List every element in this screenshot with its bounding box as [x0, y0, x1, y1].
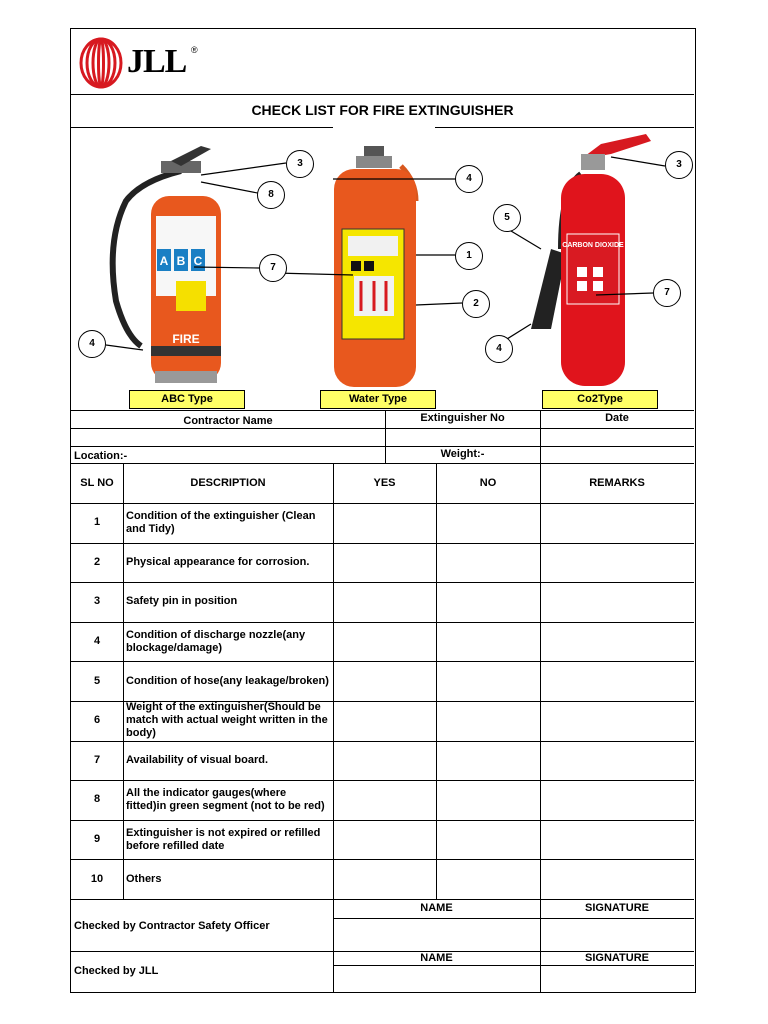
type-tag-water: Water Type [320, 390, 436, 409]
row-no-cell[interactable] [436, 701, 540, 741]
row-description: Extinguisher is not expired or refilled before refilled date [126, 826, 321, 852]
row-description: Weight of the extinguisher(Should be match with actual weight written in the body) [126, 701, 328, 740]
col-header-yes: YES [373, 476, 396, 489]
row-number: 2 [93, 555, 101, 568]
abc-letter-b: B [176, 254, 186, 268]
row-description: Condition of discharge nozzle(any blockage/damage) [126, 628, 306, 654]
row-remarks-cell[interactable] [540, 543, 694, 583]
callout-water-1: 1 [455, 242, 483, 270]
row-remarks-cell[interactable] [540, 503, 694, 543]
col-header-no: NO [479, 476, 497, 489]
location-label: Location:- [74, 449, 128, 462]
jll-signature-header: SIGNATURE [585, 951, 649, 964]
col-header-remarks: REMARKS [589, 476, 645, 489]
row-description: Physical appearance for corrosion. [126, 555, 310, 568]
abc-fire-label: FIRE [172, 332, 200, 346]
row-remarks-cell[interactable] [540, 859, 694, 899]
page-title: CHECK LIST FOR FIRE EXTINGUISHER [251, 102, 514, 118]
callout-co2-5: 5 [493, 204, 521, 232]
checklist-sheet [70, 28, 696, 993]
row-number: 1 [93, 516, 101, 529]
callout-abc-8: 8 [257, 181, 285, 209]
callout-co2-4: 4 [485, 335, 513, 363]
row-remarks-cell[interactable] [540, 780, 694, 820]
type-tag-co2: Co2Type [542, 390, 658, 409]
row-remarks-cell[interactable] [540, 701, 694, 741]
co2-label: CARBON DIOXIDE [562, 242, 624, 249]
contractor-signature-header: SIGNATURE [585, 901, 649, 914]
row-no-cell[interactable] [436, 820, 540, 860]
row-yes-cell[interactable] [333, 503, 436, 543]
callout-water-2: 2 [462, 290, 490, 318]
row-no-cell[interactable] [436, 661, 540, 701]
callout-co2-7: 7 [653, 279, 681, 307]
callout-abc-4: 4 [78, 330, 106, 358]
jll-name-header: NAME [420, 951, 453, 964]
row-remarks-cell[interactable] [540, 820, 694, 860]
row-no-cell[interactable] [436, 543, 540, 583]
callout-water-3: 3 [286, 150, 314, 178]
callout-co2-3: 3 [665, 151, 693, 179]
row-description: Condition of the extinguisher (Clean and Tidy) [126, 509, 316, 535]
checked-by-contractor-label: Checked by Contractor Safety Officer [74, 919, 270, 932]
row-remarks-cell[interactable] [540, 661, 694, 701]
row-description: All the indicator gauges(where fitted)in green segment (not to be red) [126, 786, 325, 812]
abc-letter-c: C [193, 254, 203, 268]
date-label: Date [605, 411, 629, 424]
row-no-cell[interactable] [436, 780, 540, 820]
row-number: 8 [93, 793, 101, 806]
brand-name: JLL [127, 43, 187, 80]
row-description: Availability of visual board. [126, 753, 269, 766]
row-number: 3 [93, 595, 101, 608]
callout-leader-lines [71, 29, 694, 369]
row-yes-cell[interactable] [333, 859, 436, 899]
row-no-cell[interactable] [436, 741, 540, 781]
row-number: 9 [93, 833, 101, 846]
brand-mark: ® [191, 45, 198, 55]
signoff-section [71, 899, 694, 992]
row-yes-cell[interactable] [333, 543, 436, 583]
row-no-cell[interactable] [436, 582, 540, 622]
checklist-table [71, 463, 694, 899]
row-yes-cell[interactable] [333, 780, 436, 820]
row-number: 10 [90, 872, 104, 885]
checked-by-jll-label: Checked by JLL [74, 964, 159, 977]
callout-water-4: 4 [455, 165, 483, 193]
row-yes-cell[interactable] [333, 661, 436, 701]
col-header-sl-no: SL NO [80, 476, 114, 489]
row-description: Others [126, 872, 162, 885]
row-yes-cell[interactable] [333, 820, 436, 860]
extinguisher-no-label: Extinguisher No [420, 411, 505, 424]
contractor-name-header: NAME [420, 901, 453, 914]
row-no-cell[interactable] [436, 622, 540, 662]
row-number: 6 [93, 714, 101, 727]
callout-abc-7: 7 [259, 254, 287, 282]
weight-label: Weight:- [440, 447, 485, 460]
row-remarks-cell[interactable] [540, 582, 694, 622]
abc-letter-a: A [159, 254, 169, 268]
col-header-description: DESCRIPTION [190, 476, 266, 489]
row-description: Safety pin in position [126, 595, 238, 608]
row-remarks-cell[interactable] [540, 741, 694, 781]
row-no-cell[interactable] [436, 503, 540, 543]
row-number: 7 [93, 753, 101, 766]
row-yes-cell[interactable] [333, 741, 436, 781]
row-yes-cell[interactable] [333, 582, 436, 622]
row-number: 4 [93, 635, 101, 648]
row-description: Condition of hose(any leakage/broken) [126, 674, 329, 687]
row-no-cell[interactable] [436, 859, 540, 899]
row-remarks-cell[interactable] [540, 622, 694, 662]
type-tag-abc: ABC Type [129, 390, 245, 409]
row-yes-cell[interactable] [333, 622, 436, 662]
row-yes-cell[interactable] [333, 701, 436, 741]
contractor-name-label: Contractor Name [183, 414, 273, 427]
row-number: 5 [93, 674, 101, 687]
